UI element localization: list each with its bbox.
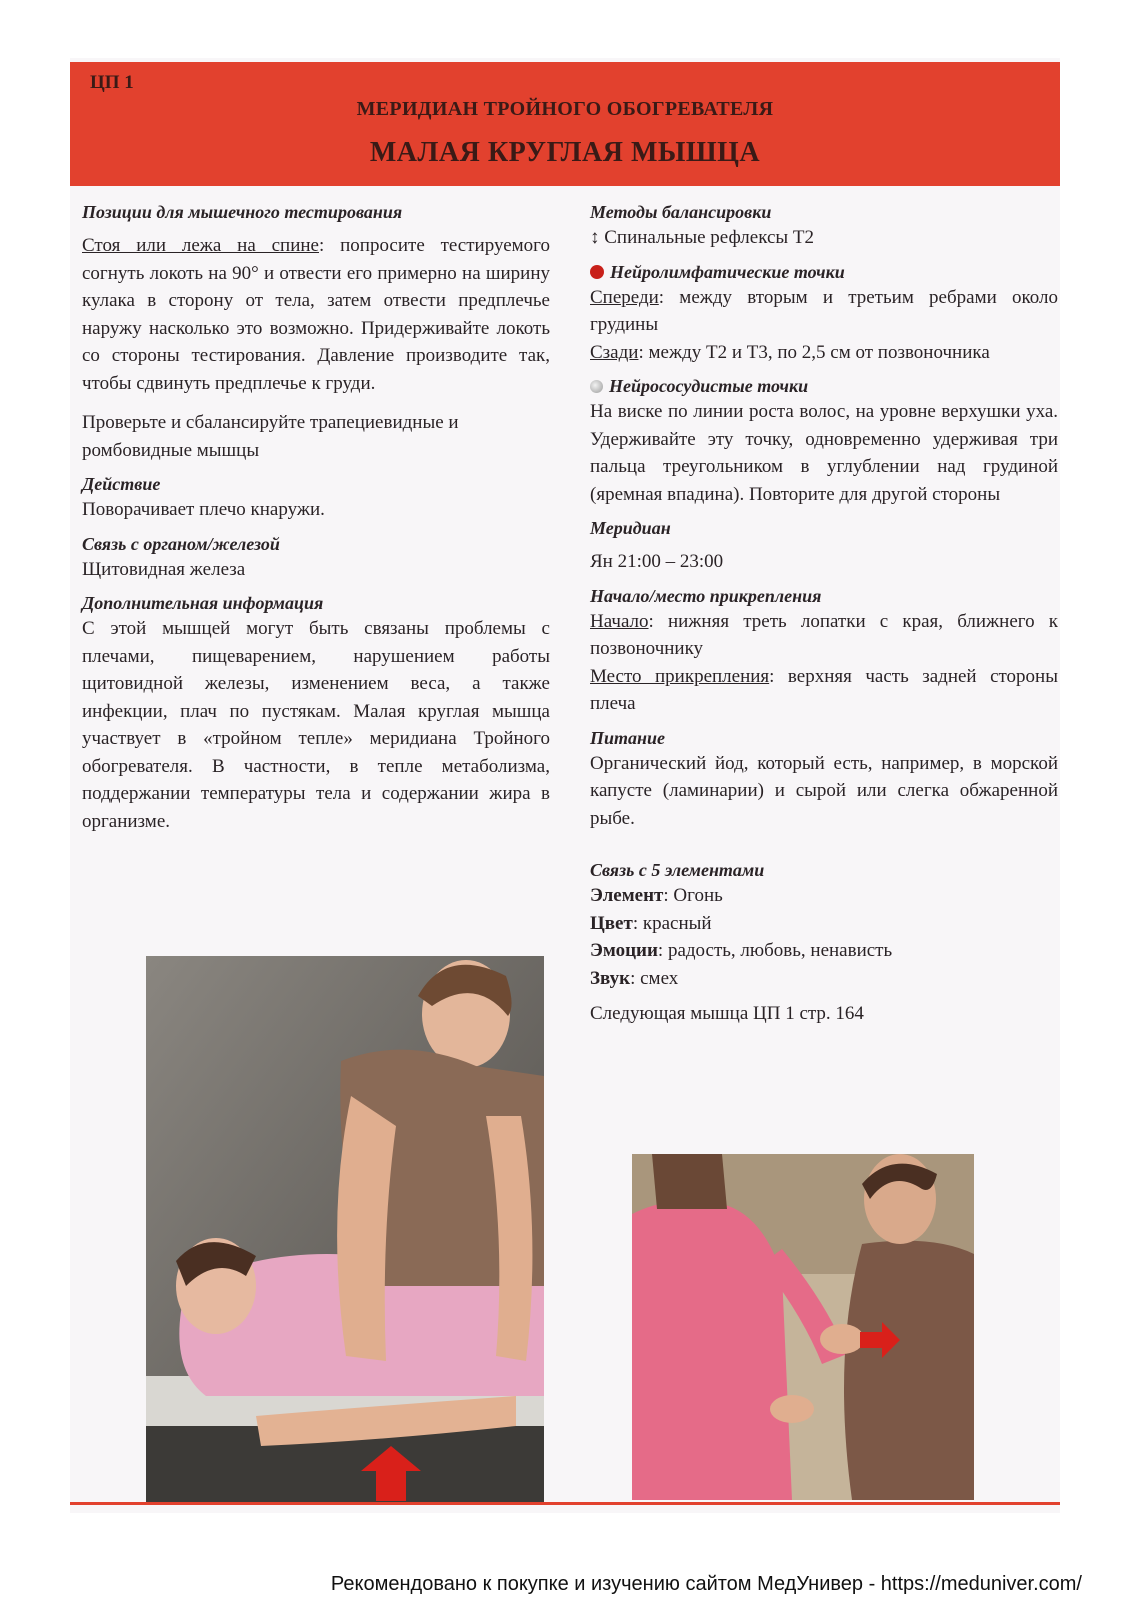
color-line: Цвет: красный — [590, 912, 712, 934]
red-dot-icon — [590, 265, 604, 279]
positions-paragraph — [82, 232, 550, 397]
origin-text: Начало: нижняя треть лопатки с края, ближнего к позвоночнику — [590, 610, 1058, 659]
bottom-rule — [70, 1502, 1060, 1505]
organ-text: Щитовидная железа — [82, 558, 246, 580]
neurolymphatic-title: Нейролимфатические точки — [590, 260, 1058, 284]
footer-recommendation: Рекомендовано к покупке и изучению сайтом МедУнивер - https://meduniver.com/ — [330, 1573, 1082, 1595]
positions-lead: Стоя или лежа на спине — [82, 235, 319, 256]
positions-title: Позиции для мышечного тестирования — [82, 202, 403, 222]
organ-title: Связь с органом/железой — [82, 533, 280, 554]
spinal-reflex-icon: ↕ — [590, 227, 600, 248]
spinal-text: Спинальные рефлексы Т2 — [604, 227, 815, 248]
spinal-line — [590, 224, 1058, 252]
header-code: ЦП 1 — [90, 72, 134, 93]
info-text: С этой мышцей могут быть связаны проблемы с плечами, пищеварением, нарушением работы щитовидной железы, изменением веса, а также инфекции, плач по пустякам. Малая круглая мышца участвует в «тройном тепле» меридиана Тройного обогревателя. В частности, в тепле метаболизма, поддержании температуры тела и содержании жира в организме. — [82, 618, 550, 832]
insertion-text: Место прикрепления: верхняя часть задней стороны плеча — [590, 665, 1058, 714]
standing-test-photo — [632, 1154, 974, 1500]
meridian-section-title: Меридиан — [590, 518, 671, 538]
elements-title: Связь с 5 элементами — [590, 860, 765, 880]
nutrition-title: Питание — [590, 727, 666, 748]
meridian-time: Ян 21:00 – 23:00 — [590, 551, 724, 572]
emotions-line: Эмоции: радость, любовь, ненависть — [590, 940, 893, 961]
next-muscle: Следующая мышца ЦП 1 стр. 164 — [590, 1003, 864, 1024]
origin-title: Начало/место прикрепления — [590, 585, 822, 606]
grey-dot-icon — [590, 380, 603, 393]
muscle-title: МАЛАЯ КРУГЛАЯ МЫШЦА — [369, 137, 761, 168]
action-text: Поворачивает плечо кнаружи. — [82, 499, 325, 520]
nl-back-label: Сзади — [590, 341, 639, 363]
neurovascular-title: Нейрососудистые точки — [590, 374, 1058, 398]
right-column — [590, 200, 1058, 1028]
info-title: Дополнительная информация — [82, 593, 324, 613]
check-paragraph: Проверьте и сбалансируйте трапециевидные и ромбовидные мышцы — [82, 412, 459, 461]
nl-front: Спереди: между вторым и третьим ребрами около грудины — [590, 286, 1058, 335]
standing-test-illustration — [632, 1154, 974, 1500]
nv-text: На виске по линии роста волос, на уровне верхушки уха. Удерживайте эту точку, одновременно удерживая три пальца треугольником в углублении над грудиной (яремная впадина). Повторите для другой стороны — [590, 401, 1058, 505]
lying-test-illustration — [146, 956, 544, 1502]
nl-back: Сзади: между Т2 и Т3, по 2,5 см от позвоночника — [590, 341, 990, 363]
element-line: Элемент: Огонь — [590, 885, 723, 906]
left-column — [82, 200, 550, 835]
nl-front-label: Спереди — [590, 286, 659, 308]
sound-line: Звук: смех — [590, 967, 679, 989]
positions-text: : попросите тестируемого согнуть локоть на 90° и отвести его примерно на ширину кулака в сторону от тела, затем отвести предплечье наружу насколько это возможно. Придерживайте локоть со стороны тестирования. Давление производите так, чтобы сдвинуть предплечье к груди. — [82, 235, 550, 394]
action-title: Действие — [82, 474, 161, 494]
lying-test-photo — [146, 956, 544, 1502]
header-banner — [70, 62, 1060, 186]
nutrition-text: Органический йод, который есть, например, в морской капусте (ламинарии) и сырой или слегка обжаренной рыбе. — [590, 752, 1058, 829]
meridian-title: МЕРИДИАН ТРОЙНОГО ОБОГРЕВАТЕЛЯ — [356, 98, 774, 120]
methods-title: Методы балансировки — [590, 202, 772, 222]
